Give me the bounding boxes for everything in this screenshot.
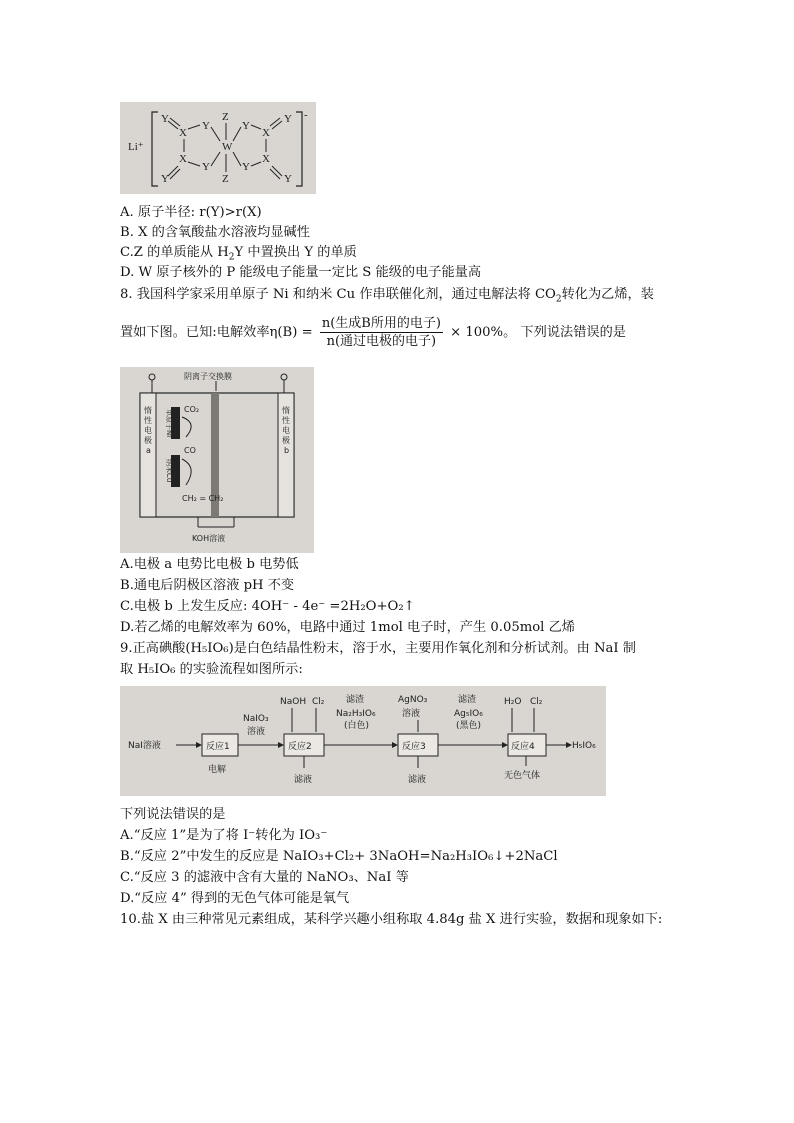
svg-text:电: 电 (144, 426, 152, 435)
co2-label: CO₂ (184, 405, 200, 414)
q7-option-d: D. W 原子核外的 P 能级电子能量一定比 S 能级的电子能量高 (120, 265, 482, 280)
reaction2-box: 反应2 (288, 742, 312, 752)
svg-text:NaIO₃: NaIO₃ (243, 714, 269, 724)
ethylene-label: CH₂ = CH₂ (182, 494, 224, 503)
svg-text:滤液: 滤液 (294, 775, 313, 785)
atom-x: X (179, 127, 187, 139)
atom-y: Y (161, 173, 169, 185)
svg-text:Ag₅IO₆: Ag₅IO₆ (454, 709, 483, 719)
q7-option-c: C.Z 的单质能从 $H_2Y$ 中置换出 Y 的单质 (120, 245, 357, 263)
atom-y: Y (242, 161, 250, 173)
q8-stem: 8. 我国科学家采用单原子 Ni 和纳米 Cu 作串联催化剂，通过电解法将 $CO_2$转化为乙烯，装 (120, 287, 654, 305)
atom-x: X (179, 153, 187, 165)
atom-y: Y (202, 120, 210, 132)
svg-text:NaOH: NaOH (280, 697, 307, 707)
svg-text:性: 性 (144, 416, 152, 425)
svg-text:极: 极 (144, 436, 152, 445)
membrane-label: 阴离子交换膜 (184, 372, 232, 381)
svg-text:Cl₂: Cl₂ (312, 697, 325, 707)
atom-z: Z (222, 111, 229, 123)
product-label: H₅IO₆ (572, 741, 596, 751)
svg-text:惰: 惰 (282, 406, 290, 415)
atom-x: X (262, 153, 270, 165)
svg-text:AgNO₃: AgNO₃ (398, 695, 428, 705)
q9-option-a: A.“反应 1”是为了将 I⁻转化为 IO₃⁻ (120, 828, 328, 843)
svg-text:Na₂H₃IO₆: Na₂H₃IO₆ (336, 709, 376, 719)
reaction1-box: 反应1 (206, 742, 230, 752)
q8-efficiency-formula: 置如下图。已知:电解效率η(B) = $\frac{\text{n(生成B所用的电子)}}{\text{n(通过电极的电子)}}$ × 100%。 下列说法错误的是 (120, 316, 626, 349)
electrolysis-cell-figure (120, 367, 314, 553)
q9-option-d: D.“反应 4” 得到的无色气体可能是氧气 (120, 891, 350, 906)
cu-catalyst-label: 纳米Cu (165, 459, 173, 483)
ni-catalyst-label: 单原子Ni (165, 409, 173, 438)
atom-w: W (222, 141, 233, 153)
electrolysis-label: 电解 (208, 765, 227, 775)
svg-text:滤液: 滤液 (408, 775, 427, 785)
svg-text:b: b (284, 446, 290, 455)
q9-stem-line1: 9.正高碘酸(H₅IO₆)是白色结晶性粉末，溶于水，主要用作氧化剂和分析试剂。由 NaI 制 (120, 641, 636, 656)
fraction-denominator: n(通过电极的电子) (326, 334, 437, 349)
nai-solution-label: NaI溶液 (128, 741, 161, 751)
structure-figure (120, 102, 316, 194)
svg-text:滤渣: 滤渣 (346, 695, 365, 705)
anion-charge: - (304, 109, 308, 121)
svg-text:(白色): (白色) (344, 721, 370, 731)
q9-prompt: 下列说法错误的是 (120, 807, 226, 822)
atom-z: Z (222, 173, 229, 185)
q7-option-a: A. 原子半径: r(Y)>r(X) (120, 205, 262, 220)
svg-text:性: 性 (282, 416, 290, 425)
atom-y: Y (284, 113, 292, 125)
svg-text:a: a (146, 446, 151, 455)
atom-x: X (262, 127, 270, 139)
svg-text:惰: 惰 (144, 406, 152, 415)
q9-option-b: B.“反应 2”中发生的反应是 NaIO₃+Cl₂+ 3NaOH=Na₂H₃IO₆↓+2NaCl (120, 849, 558, 864)
svg-text:滤渣: 滤渣 (458, 695, 477, 705)
q9-stem-line2: 取 H₅IO₆ 的实验流程如图所示: (120, 662, 303, 677)
svg-text:溶液: 溶液 (247, 727, 266, 737)
q10-stem: 10.盐 X 由三种常见元素组成，某科学兴趣小组称取 4.84g 盐 X 进行实验，数据和现象如下: (120, 912, 663, 927)
reaction4-box: 反应4 (511, 742, 535, 752)
svg-text:极: 极 (282, 436, 290, 445)
svg-text:电: 电 (282, 426, 290, 435)
q7-option-b: B. X 的含氧酸盐水溶液均显碱性 (120, 225, 310, 240)
flowchart-figure (120, 686, 606, 796)
reaction3-box: 反应3 (402, 742, 426, 752)
atom-y: Y (202, 161, 210, 173)
svg-text:无色气体: 无色气体 (504, 771, 541, 781)
svg-text:溶液: 溶液 (402, 709, 421, 719)
co-label: CO (184, 446, 196, 455)
q8-option-d: D.若乙烯的电解效率为 60%，电路中通过 1mol 电子时，产生 0.05mol 乙烯 (120, 620, 575, 635)
fraction-numerator: n(生成B所用的电子) (321, 316, 441, 331)
koh-solution-label: KOH溶液 (192, 534, 226, 543)
atom-y: Y (242, 120, 250, 132)
svg-text:(黑色): (黑色) (456, 721, 482, 731)
svg-text:Cl₂: Cl₂ (530, 697, 543, 707)
q8-option-a: A.电极 a 电势比电极 b 电势低 (120, 557, 299, 572)
q8-option-c: C.电极 b 上发生反应: 4OH⁻ - 4e⁻ =2H₂O+O₂↑ (120, 599, 415, 614)
atom-y: Y (161, 113, 169, 125)
svg-text:H₂O: H₂O (504, 697, 522, 707)
q8-option-b: B.通电后阴极区溶液 pH 不变 (120, 578, 295, 593)
q9-option-c: C.“反应 3 的滤液中含有大量的 NaNO₃、NaI 等 (120, 870, 409, 885)
atom-y: Y (284, 173, 292, 185)
li-ion-label: Li⁺ (128, 141, 144, 153)
